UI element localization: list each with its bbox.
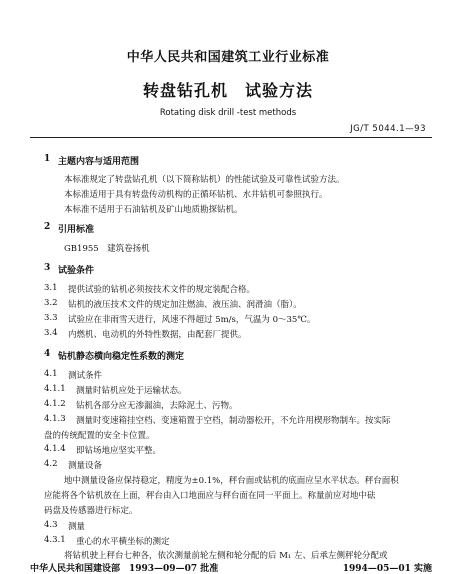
- clause-4-1-3-text-line-2: 盘的传统配置的安全卡位置。: [44, 431, 155, 441]
- clause-4-2-number: 4.2: [44, 459, 58, 469]
- document-subtitle-english: Rotating disk drill -test methods: [159, 108, 297, 118]
- section-4-title: 钻机静态横向稳定性系数的测定: [58, 352, 185, 362]
- clause-4-3-1-text: 将钻机驶上秤台七种各，依次测量前轮左侧和轮分配的后 M₁ 左、后承左侧秤轮分配或: [64, 551, 388, 561]
- clause-4-1-3-text-line-1: 测量时变速箱挂空档、变速箱置于空档，制动器松开，不允许用楔形物制车。按实际: [76, 416, 391, 426]
- clause-4-3-1-title: 重心的水平横坐标的测定: [76, 537, 170, 547]
- clause-4-1-title: 测试条件: [68, 371, 103, 381]
- clause-3-3-number: 3.3: [44, 313, 58, 323]
- section-2-number: 2: [44, 222, 51, 232]
- section-1-paragraph-2: 本标准适用于具有转盘传动机构的正循环钻机、水井钻机可参照执行。: [64, 190, 328, 200]
- clause-4-1-4-number: 4.1.4: [44, 444, 66, 454]
- standard-number: JG/T 5044.1—93: [350, 124, 426, 134]
- clause-3-4-number: 3.4: [44, 328, 58, 338]
- footer-effective-date: 1994—05—01 实施: [342, 564, 432, 574]
- section-2-title: 引用标准: [58, 225, 95, 235]
- clause-3-1-text: 提供试验的钻机必须按技术文件的规定装配合格。: [68, 285, 256, 295]
- issuing-org-header: 中华人民共和国建筑工业行业标准: [126, 50, 330, 65]
- section-4-number: 4: [44, 349, 51, 359]
- header-rule: [30, 137, 432, 138]
- clause-4-1-3-number: 4.1.3: [44, 414, 66, 424]
- section-1-paragraph-1: 本标准规定了转盘钻孔机（以下简称钻机）的性能试验及可靠性试验方法。: [64, 175, 345, 185]
- clause-3-4-text: 内燃机、电动机的外特性数据，由配套厂提供。: [68, 330, 247, 340]
- clause-3-1-number: 3.1: [44, 283, 58, 293]
- clause-4-1-1-number: 4.1.1: [44, 384, 66, 394]
- footer-approval: 中华人民共和国建设部 1993—09—07 批准: [30, 564, 219, 574]
- section-3-number: 3: [44, 263, 51, 273]
- clause-4-3-title: 测量: [68, 522, 86, 532]
- clause-3-2-text: 钻机的液压技术文件的规定加注燃油、液压油、润滑油（脂）。: [68, 300, 302, 310]
- clause-4-2-paragraph-line-3: 码盘及传感器进行标定。: [44, 506, 138, 516]
- clause-4-1-1-text: 测量时钻机应处于运输状态。: [76, 386, 187, 396]
- section-2-reference: GB1955 建筑卷扬机: [64, 244, 150, 254]
- clause-4-1-number: 4.1: [44, 369, 58, 379]
- clause-4-2-paragraph-line-2: 应能将各个钻机放在上面，秤台由入口地面应与秤台面在同一平面上。称量前应对地中砝: [44, 491, 376, 501]
- clause-3-2-number: 3.2: [44, 298, 58, 308]
- clause-4-3-number: 4.3: [44, 520, 58, 530]
- clause-4-2-title: 测量设备: [68, 461, 103, 471]
- clause-4-1-2-number: 4.1.2: [44, 399, 66, 409]
- section-1-paragraph-3: 本标准不适用于石油钻机及矿山地质勘探钻机。: [64, 205, 243, 215]
- clause-4-1-2-text: 钻机各部分应无渗漏油，去除泥土、污物。: [76, 401, 238, 411]
- section-1-number: 1: [44, 154, 51, 164]
- document-title: 转盘钻孔机 试验方法: [142, 81, 313, 100]
- clause-4-3-1-number: 4.3.1: [44, 535, 66, 545]
- clause-3-3-text: 试验应在非雨雪天进行，风速不得超过 5m/s，气温为 0～35℃。: [68, 315, 316, 325]
- clause-4-2-paragraph-line-1: 地中测量设备应保持稳定，精度为±0.1%，秤台面或钻机的底面应呈水平状态。秤台面积: [64, 476, 399, 486]
- clause-4-1-4-text: 即钻场地应坚实平整。: [76, 446, 162, 456]
- section-1-title: 主题内容与适用范围: [58, 157, 140, 167]
- section-3-title: 试验条件: [58, 266, 95, 276]
